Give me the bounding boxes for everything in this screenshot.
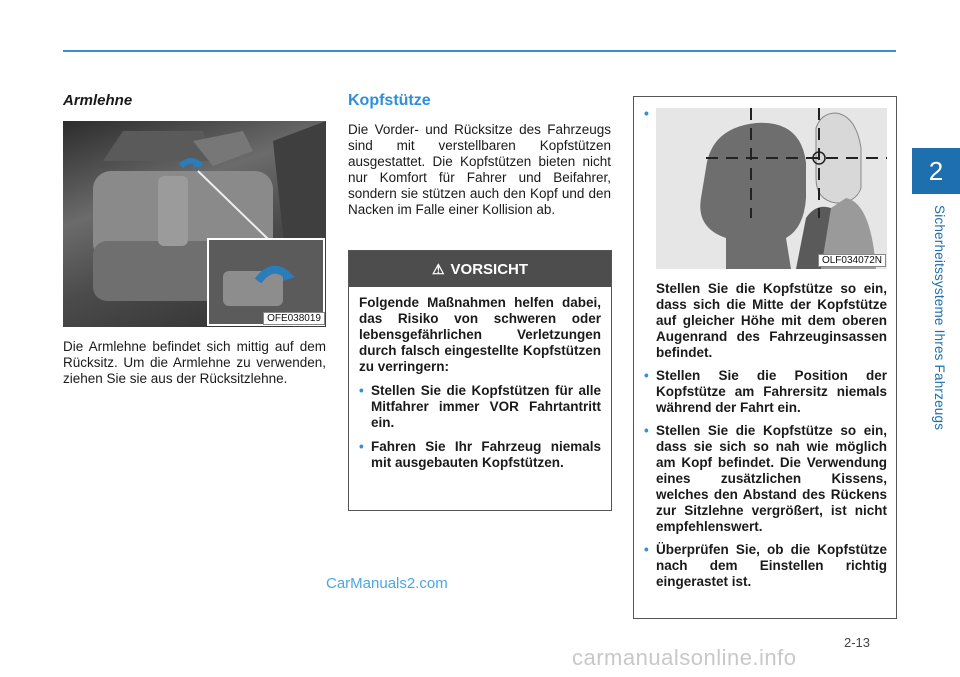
instruction-item xyxy=(644,368,887,416)
caution-intro: Folgende Maßnahmen helfen dabei, das Risiko von schweren oder lebensgefährlichen Verletzungen durch falsch eingestellte Kopfstützen zu verringern: xyxy=(359,295,601,374)
instruction-text: Überprüfen Sie, ob die Kopfstütze nach dem Einstellen richtig eingerastet ist. xyxy=(656,542,887,589)
chapter-title: Sicherheitssysteme Ihres Fahrzeugs xyxy=(932,205,947,431)
armrest-text: Die Armlehne befindet sich mittig auf dem Rücksitz. Um die Armlehne zu verwenden, ziehen Sie sie aus der Rücksitzlehne. xyxy=(63,339,326,386)
armrest-section xyxy=(63,92,326,401)
instruction-text: Stellen Sie die Kopfstütze so ein, dass sich die Mitte der Kopfstütze auf gleicher Höhe mit dem oberen Augenrand des Fahrzeuginsassen befindet. xyxy=(656,281,887,360)
watermark-footer: carmanualsonline.info xyxy=(572,645,797,670)
armrest-image-label: OFE038019 xyxy=(263,312,325,325)
headrest-diagram xyxy=(656,108,887,269)
armrest-illustration xyxy=(63,121,326,327)
instruction-item xyxy=(644,281,887,361)
headrest-illustration xyxy=(656,108,887,269)
caution-box xyxy=(348,250,612,511)
instruction-text: Stellen Sie die Kopfstütze so ein, dass sie sich so nah wie möglich am Kopf befindet. Die Verwendung eines zusätzlichen Kissens, welches den Abstand des Rückens zur Sitzlehne vergrößert, ist nicht empfehlenswert. xyxy=(656,423,887,534)
bullet-icon: • xyxy=(359,383,364,398)
chapter-number: 2 xyxy=(928,155,944,186)
bullet-icon: • xyxy=(644,423,649,438)
caution-item xyxy=(359,383,601,431)
headrest-text: Die Vorder- und Rücksitze des Fahrzeugs sind mit verstellbaren Kopfstützen ausgestattet. Die Kopfstützen bieten nicht nur Komfort für Fahrer und Beifahrer, sondern sie stützen auch den Kopf und den Nacken im Falle einer Kollision ab. xyxy=(348,122,611,217)
page-number: 2-13 xyxy=(844,635,871,650)
caution-item-text: Stellen Sie die Kopfstützen für alle Mitfahrer immer VOR Fahrtantritt ein. xyxy=(371,383,601,430)
chapter-tab xyxy=(912,148,960,194)
instruction-item xyxy=(644,423,887,535)
bullet-icon: • xyxy=(644,105,649,121)
caution-item-text: Fahren Sie Ihr Fahrzeug niemals mit ausgebauten Kopfstützen. xyxy=(371,439,601,470)
warning-icon: ⚠ xyxy=(431,260,445,277)
headrest-image-label: OLF034072N xyxy=(818,254,886,267)
top-rule xyxy=(63,50,896,52)
caution-body xyxy=(349,287,611,471)
watermark-link[interactable]: CarManuals2.com xyxy=(326,575,448,592)
caution-title: VORSICHT xyxy=(450,260,529,278)
instruction-text: Stellen Sie die Position der Kopfstütze am Fahrersitz niemals während der Fahrt ein. xyxy=(656,368,887,415)
headrest-instructions xyxy=(644,281,887,597)
armrest-heading: Armlehne xyxy=(63,92,133,109)
headrest-adjust-box xyxy=(633,96,897,619)
bullet-icon: • xyxy=(644,542,649,557)
caution-item xyxy=(359,439,601,471)
headrest-section xyxy=(348,92,611,232)
bullet-icon: • xyxy=(359,439,364,454)
instruction-item xyxy=(644,542,887,590)
headrest-heading: Kopfstütze xyxy=(348,92,431,109)
rear-seat-image xyxy=(63,121,326,327)
caution-header xyxy=(349,251,611,287)
bullet-icon: • xyxy=(644,368,649,383)
